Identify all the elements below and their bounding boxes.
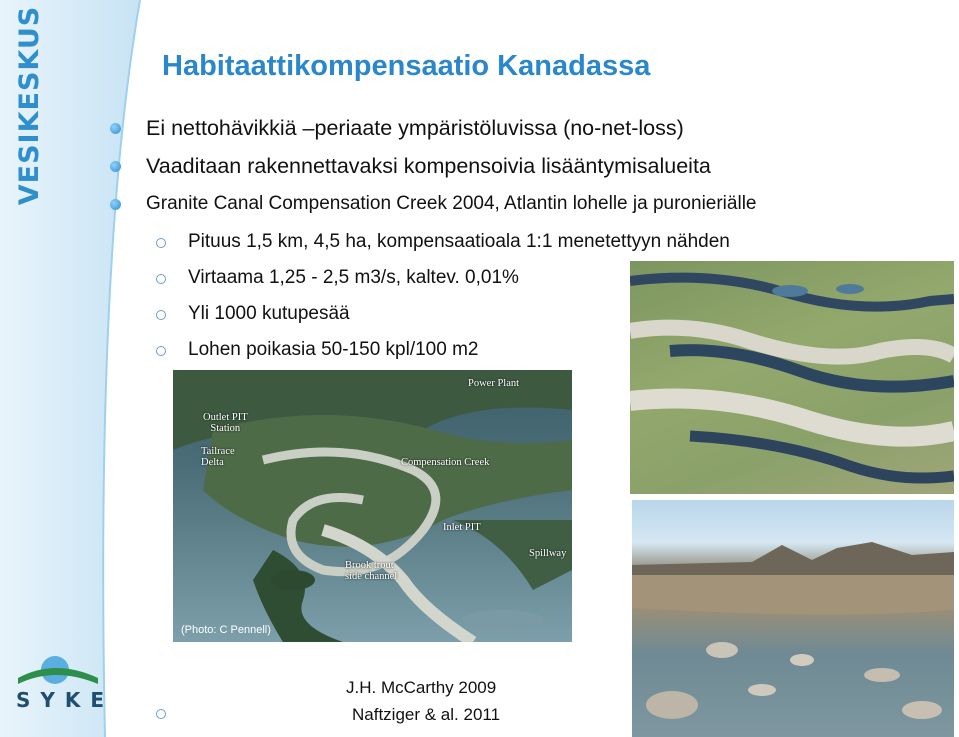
sub-bullet-circle-icon	[156, 346, 166, 356]
photo-credit: (Photo: C Pennell)	[181, 624, 271, 636]
label-outlet-station: Outlet PIT Station	[203, 412, 248, 434]
page-title: Habitaattikompensaatio Kanadassa	[162, 50, 651, 82]
label-inlet-pit: Inlet PIT	[443, 522, 481, 533]
label-spillway: Spillway	[529, 548, 567, 559]
label-compensation-creek: Compensation Creek	[401, 457, 490, 468]
sub-bullet-item	[110, 226, 756, 262]
aerial-photo-graphic	[173, 370, 572, 642]
label-power-plant: Power Plant	[468, 378, 520, 389]
sub-bullet-text: Pituus 1,5 km, 4,5 ha, kompensaatioala 1:1 menetettyyn nähden	[188, 231, 730, 252]
bullet-text: Ei nettohävikkiä –periaate ympäristöluvissa (no-net-loss)	[146, 116, 684, 140]
brand-vertical-text: VESIKESKUS	[14, 5, 46, 205]
sub-bullet-circle-icon	[156, 310, 166, 320]
bullet-item	[110, 188, 756, 226]
bullet-dot-icon	[110, 161, 121, 172]
sub-bullet-text: Virtaama 1,25 - 2,5 m3/s, kaltev. 0,01%	[188, 267, 519, 288]
bullet-text: Granite Canal Compensation Creek 2004, Atlantin lohelle ja puronieriälle	[146, 193, 757, 214]
label-brook-trout-side-channel: Brook trout side channel	[345, 560, 398, 582]
sub-bullet-text: Yli 1000 kutupesää	[188, 303, 350, 324]
bullet-dot-icon	[110, 123, 121, 134]
bullet-text: Vaaditaan rakennettavaksi kompensoivia lisääntymisalueita	[146, 154, 711, 178]
aerial-photo	[173, 370, 572, 642]
syke-logo-text: SYKE	[16, 688, 115, 712]
reference-bullet-circle-icon	[156, 709, 166, 719]
stream-photo-graphic	[632, 500, 954, 737]
bullet-dot-icon	[110, 199, 121, 210]
bullet-item	[110, 112, 756, 150]
creek-meander-graphic	[630, 261, 954, 494]
stream-photo	[632, 500, 954, 737]
creek-meander-photo	[630, 261, 954, 494]
sub-bullet-circle-icon	[156, 274, 166, 284]
label-tailrace-delta: Tailrace Delta	[201, 446, 235, 468]
sub-bullet-circle-icon	[156, 238, 166, 248]
reference-naftziger: Naftziger & al. 2011	[352, 705, 501, 724]
bullet-item	[110, 150, 756, 188]
sub-bullet-text: Lohen poikasia 50-150 kpl/100 m2	[188, 339, 479, 360]
reference-mccarthy: J.H. McCarthy 2009	[346, 678, 497, 697]
